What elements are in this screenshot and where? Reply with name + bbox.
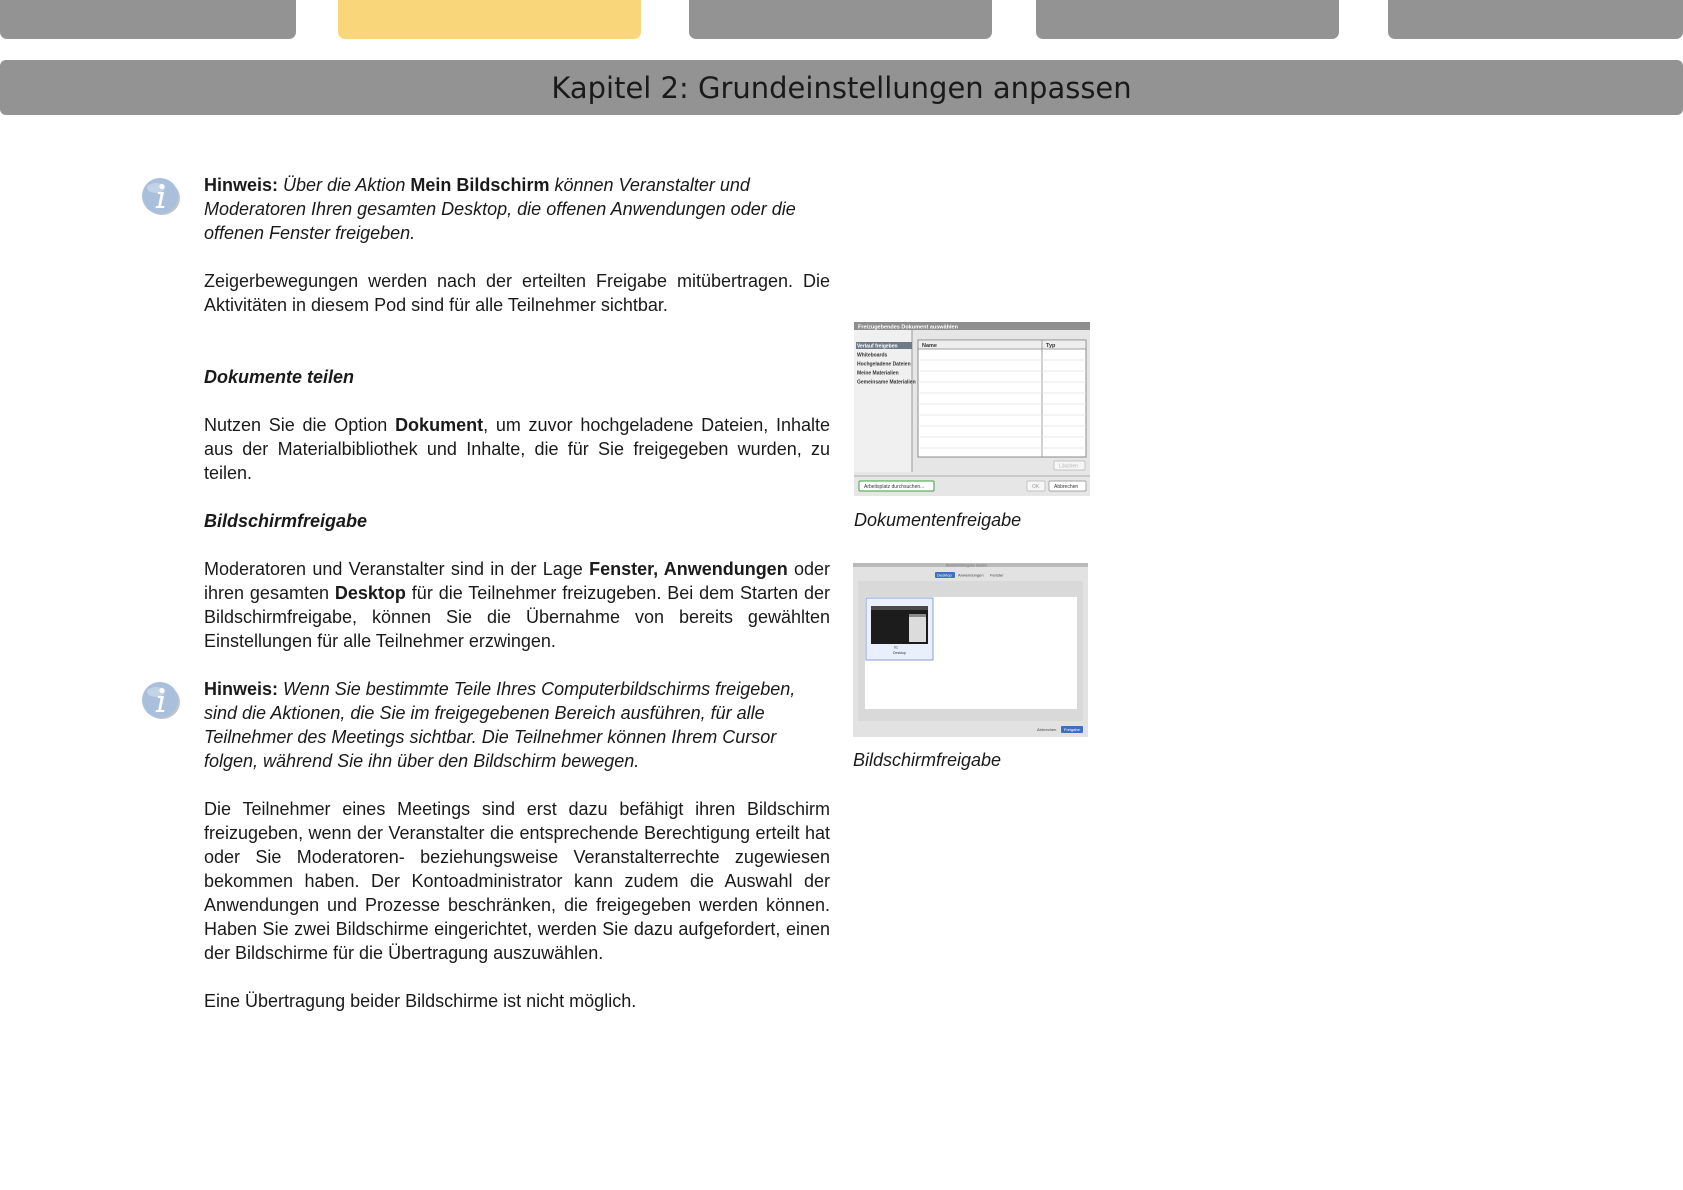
- documents-paragraph: Nutzen Sie die Option Dokument, um zuvor hochgeladene Dateien, Inhalte aus der Materialbibliothek und Inhalte, die für Sie freigegeben wurden, zu teilen.: [204, 415, 830, 483]
- note-1: Hinweis: Über die Aktion Mein Bildschirm können Veranstalter und Moderatoren Ihren gesamten Desktop, die offenen Anwendungen oder die offenen Fenster freigeben.: [204, 175, 796, 243]
- tab-desktop: Desktop: [937, 572, 952, 578]
- sidebar-item: Meine Materialien: [857, 370, 899, 377]
- info-icon: [141, 680, 181, 720]
- chapter-header: [0, 60, 1683, 115]
- thumb-number: 01: [894, 645, 898, 650]
- heading-screenshare: Bildschirmfreigabe: [204, 511, 368, 531]
- nav-tab-3[interactable]: [689, 0, 992, 39]
- nav-tab-2-active[interactable]: [338, 0, 641, 39]
- chapter-title: Kapitel 2: Grundeinstellungen anpassen: [551, 70, 1132, 105]
- note-2: Hinweis: Wenn Sie bestimmte Teile Ihres Computerbildschirms freigeben, sind die Aktionen, die Sie im freigegebenen Bereich ausführen, für alle Teilnehmer des Meetings sichtbar. Die Teilnehmer können Ihrem Cursor folgen, während Sie ihn über den Bildschirm bewegen.: [204, 679, 796, 771]
- mein-bildschirm-term: Mein Bildschirm: [410, 175, 550, 195]
- dialog-title: Freizugebendes Dokument auswählen: [858, 324, 958, 331]
- sidebar-item: Gemeinsame Materialien: [857, 379, 916, 386]
- screen-share-screenshot: [853, 563, 1088, 737]
- cancel-button: Abbrechen: [1037, 727, 1057, 732]
- thumb-label: Desktop: [893, 651, 906, 655]
- column-type: Typ: [1046, 343, 1056, 349]
- cancel-button: Abbrechen: [1054, 484, 1079, 490]
- note-2-lead: Hinweis:: [204, 679, 279, 699]
- tab-applications: Anwendungen: [958, 572, 984, 578]
- screenshare-paragraph: Moderatoren und Veranstalter sind in der Lage Fenster, Anwendungen oder ihren gesamten Desktop für die Teilnehmer freizugeben. Bei dem Starten der Bildschirmfreigabe, können Sie die Übernahme von bereits gewählten Einstellungen für alle Teilnehmer erzwingen.: [204, 559, 831, 651]
- delete-button: Löschen: [1059, 463, 1078, 470]
- participants-paragraph: Die Teilnehmer eines Meetings sind erst dazu befähigt ihren Bildschirm freizugeben, wenn der Veranstalter die entsprechende Berechtigung erteilt hat oder Sie Moderatoren- beziehungsweise Veranstalterrechte zugewiesen bekommen haben. Der Kontoadministrator kann zudem die Auswahl der Anwendungen und Prozesse beschränken, die freigegeben werden können. Haben Sie zwei Bildschirme eingerichtet, werden Sie dazu aufgefordert, einen der Bildschirme für die Übertragung auszuwählen.: [204, 799, 830, 963]
- share-button: Freigabe: [1064, 727, 1080, 732]
- nav-tab-1[interactable]: [0, 0, 296, 39]
- sidebar-item: Verlauf freigeben: [857, 343, 898, 350]
- note-1-lead: Hinweis:: [204, 175, 279, 195]
- browse-button: Arbeitsplatz durchsuchen...: [864, 484, 925, 490]
- ok-button: OK: [1032, 484, 1040, 490]
- tab-windows: Fenster: [990, 572, 1004, 578]
- nav-tab-4[interactable]: [1036, 0, 1339, 39]
- dialog-title: Bildschirmfreigabe Starten: [946, 563, 988, 568]
- pointer-paragraph: Zeigerbewegungen werden nach der erteilten Freigabe mitübertragen. Die Aktivitäten in diesem Pod sind für alle Teilnehmer sichtbar.: [204, 271, 830, 315]
- figure-2-caption: Bildschirmfreigabe: [853, 750, 1002, 770]
- column-name: Name: [922, 343, 937, 349]
- sidebar-item: Hochgeladene Dateien: [857, 361, 911, 368]
- document-share-screenshot: [854, 322, 1090, 496]
- heading-documents: Dokumente teilen: [204, 367, 355, 387]
- figure-1-caption: Dokumentenfreigabe: [854, 510, 1022, 530]
- sidebar-item: Whiteboards: [857, 352, 888, 359]
- info-icon: [141, 176, 181, 216]
- final-paragraph: Eine Übertragung beider Bildschirme ist nicht möglich.: [204, 991, 637, 1011]
- nav-tab-5[interactable]: [1388, 0, 1683, 39]
